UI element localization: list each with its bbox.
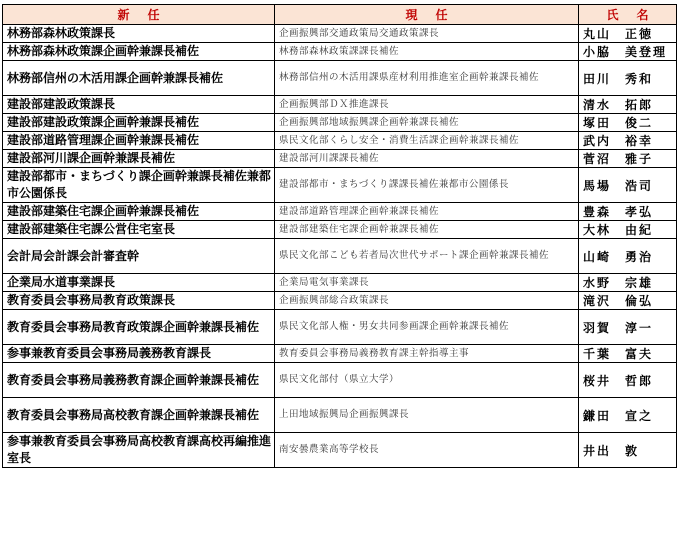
table-row (3, 239, 677, 274)
current-position-cell: 林務部森林政策課課長補佐 (275, 43, 579, 61)
current-position-cell: 建設部都市・まちづくり課課長補佐兼都市公園係長 (275, 168, 579, 203)
person-name-cell: 滝沢 倫弘 (579, 292, 677, 310)
table-row (3, 132, 677, 150)
current-position-cell: 南安曇農業高等学校長 (275, 433, 579, 468)
new-position-cell: 林務部森林政策課企画幹兼課長補佐 (3, 43, 275, 61)
current-position-cell: 建設部道路管理課企画幹兼課長補佐 (275, 203, 579, 221)
current-position-cell: 企画振興部地域振興課企画幹兼課長補佐 (275, 114, 579, 132)
current-position-cell: 教育委員会事務局義務教育課主幹指導主事 (275, 345, 579, 363)
person-name-cell: 井出 敦 (579, 433, 677, 468)
person-name-cell: 羽賀 淳一 (579, 310, 677, 345)
person-name-cell: 塚田 俊二 (579, 114, 677, 132)
person-name-cell: 鎌田 宣之 (579, 398, 677, 433)
new-position-cell: 教育委員会事務局教育政策課企画幹兼課長補佐 (3, 310, 275, 345)
person-name-cell: 清水 拓郎 (579, 96, 677, 114)
new-position-cell: 建設部建築住宅課公営住宅室長 (3, 221, 275, 239)
new-position-cell: 建設部都市・まちづくり課企画幹兼課長補佐兼都市公園係長 (3, 168, 275, 203)
table-row (3, 203, 677, 221)
new-position-cell: 参事兼教育委員会事務局高校教育課高校再編推進室長 (3, 433, 275, 468)
person-name-cell: 菅沼 雅子 (579, 150, 677, 168)
person-name-cell: 丸山 正徳 (579, 25, 677, 43)
current-position-cell: 企画振興部交通政策局交通政策課長 (275, 25, 579, 43)
table-row (3, 398, 677, 433)
current-position-cell: 企画振興部ＤＸ推進課長 (275, 96, 579, 114)
new-position-cell: 建設部建設政策課企画幹兼課長補佐 (3, 114, 275, 132)
table-row (3, 96, 677, 114)
table-row (3, 25, 677, 43)
new-position-cell: 教育委員会事務局義務教育課企画幹兼課長補佐 (3, 363, 275, 398)
person-name-cell: 桜井 哲郎 (579, 363, 677, 398)
person-name-cell: 千葉 富夫 (579, 345, 677, 363)
personnel-table (2, 4, 677, 468)
person-name-cell: 小脇 美登理 (579, 43, 677, 61)
table-row (3, 221, 677, 239)
current-position-cell: 企業局電気事業課長 (275, 274, 579, 292)
table-row (3, 310, 677, 345)
new-position-cell: 企業局水道事業課長 (3, 274, 275, 292)
new-position-cell: 建設部河川課企画幹兼課長補佐 (3, 150, 275, 168)
table-row (3, 274, 677, 292)
person-name-cell: 豊森 孝弘 (579, 203, 677, 221)
personnel-table-container (2, 4, 676, 468)
header-name: 氏名 (579, 5, 677, 25)
table-row (3, 363, 677, 398)
new-position-cell: 林務部信州の木活用課企画幹兼課長補佐 (3, 61, 275, 96)
table-row (3, 114, 677, 132)
person-name-cell: 馬場 浩司 (579, 168, 677, 203)
new-position-cell: 教育委員会事務局教育政策課長 (3, 292, 275, 310)
new-position-cell: 会計局会計課会計審査幹 (3, 239, 275, 274)
table-row (3, 43, 677, 61)
new-position-cell: 建設部建築住宅課企画幹兼課長補佐 (3, 203, 275, 221)
new-position-cell: 教育委員会事務局高校教育課企画幹兼課長補佐 (3, 398, 275, 433)
current-position-cell: 県民文化部人権・男女共同参画課企画幹兼課長補佐 (275, 310, 579, 345)
new-position-cell: 林務部森林政策課長 (3, 25, 275, 43)
person-name-cell: 武内 裕幸 (579, 132, 677, 150)
table-row (3, 345, 677, 363)
new-position-cell: 建設部道路管理課企画幹兼課長補佐 (3, 132, 275, 150)
new-position-cell: 参事兼教育委員会事務局義務教育課長 (3, 345, 275, 363)
header-current-position: 現任 (275, 5, 579, 25)
current-position-cell: 上田地域振興局企画振興課長 (275, 398, 579, 433)
table-row (3, 61, 677, 96)
person-name-cell: 大林 由紀 (579, 221, 677, 239)
table-row (3, 292, 677, 310)
person-name-cell: 山崎 勇治 (579, 239, 677, 274)
header-new-position: 新任 (3, 5, 275, 25)
current-position-cell: 林務部信州の木活用課県産材利用推進室企画幹兼課長補佐 (275, 61, 579, 96)
table-row (3, 168, 677, 203)
person-name-cell: 水野 宗雄 (579, 274, 677, 292)
current-position-cell: 企画振興部総合政策課長 (275, 292, 579, 310)
current-position-cell: 建設部建築住宅課企画幹兼課長補佐 (275, 221, 579, 239)
current-position-cell: 建設部河川課課長補佐 (275, 150, 579, 168)
current-position-cell: 県民文化部こども若者局次世代サポート課企画幹兼課長補佐 (275, 239, 579, 274)
current-position-cell: 県民文化部くらし安全・消費生活課企画幹兼課長補佐 (275, 132, 579, 150)
table-row (3, 150, 677, 168)
person-name-cell: 田川 秀和 (579, 61, 677, 96)
new-position-cell: 建設部建設政策課長 (3, 96, 275, 114)
current-position-cell: 県民文化部付（県立大学） (275, 363, 579, 398)
table-row (3, 433, 677, 468)
table-header-row (3, 5, 677, 25)
